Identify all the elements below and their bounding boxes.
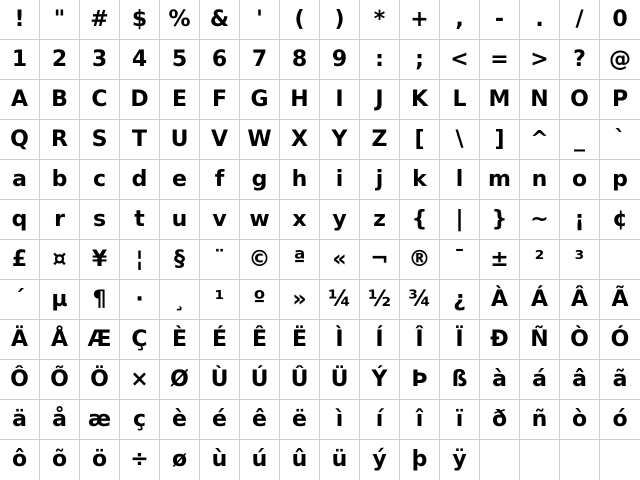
glyph-cell[interactable]: I — [320, 80, 360, 120]
glyph-cell[interactable]: a — [0, 160, 40, 200]
glyph-cell[interactable]: õ — [40, 440, 80, 480]
glyph-cell[interactable]: ® — [400, 240, 440, 280]
glyph-cell[interactable]: ² — [520, 240, 560, 280]
glyph-cell[interactable]: ^ — [520, 120, 560, 160]
glyph-cell[interactable]: « — [320, 240, 360, 280]
glyph-cell[interactable]: U — [160, 120, 200, 160]
glyph-cell[interactable]: + — [400, 0, 440, 40]
glyph-cell[interactable]: þ — [400, 440, 440, 480]
glyph-cell[interactable]: Á — [520, 280, 560, 320]
glyph-cell[interactable]: ¥ — [80, 240, 120, 280]
glyph-cell[interactable]: ¸ — [160, 280, 200, 320]
glyph-cell[interactable]: ¡ — [560, 200, 600, 240]
glyph-cell[interactable]: , — [440, 0, 480, 40]
glyph-cell[interactable]: ý — [360, 440, 400, 480]
glyph-cell[interactable]: ä — [0, 400, 40, 440]
glyph-cell[interactable]: Ì — [320, 320, 360, 360]
glyph-cell[interactable]: ± — [480, 240, 520, 280]
glyph-cell[interactable]: ÷ — [120, 440, 160, 480]
glyph-cell[interactable]: ' — [240, 0, 280, 40]
glyph-cell[interactable]: : — [360, 40, 400, 80]
glyph-cell[interactable]: Q — [0, 120, 40, 160]
glyph-cell[interactable]: 3 — [80, 40, 120, 80]
glyph-cell[interactable]: Ý — [360, 360, 400, 400]
glyph-cell[interactable]: ÿ — [440, 440, 480, 480]
glyph-cell[interactable]: z — [360, 200, 400, 240]
glyph-cell[interactable]: k — [400, 160, 440, 200]
glyph-cell[interactable]: £ — [0, 240, 40, 280]
glyph-cell[interactable]: Ó — [600, 320, 640, 360]
glyph-cell[interactable]: Å — [40, 320, 80, 360]
glyph-cell[interactable]: Í — [360, 320, 400, 360]
glyph-cell[interactable]: . — [520, 0, 560, 40]
glyph-cell[interactable]: ñ — [520, 400, 560, 440]
glyph-cell[interactable]: 9 — [320, 40, 360, 80]
glyph-cell[interactable]: ð — [480, 400, 520, 440]
glyph-cell[interactable]: ö — [80, 440, 120, 480]
glyph-cell[interactable]: } — [480, 200, 520, 240]
glyph-cell[interactable]: × — [120, 360, 160, 400]
glyph-cell[interactable]: B — [40, 80, 80, 120]
glyph-cell[interactable]: = — [480, 40, 520, 80]
glyph-cell[interactable]: à — [480, 360, 520, 400]
glyph-cell[interactable]: - — [480, 0, 520, 40]
glyph-cell[interactable]: » — [280, 280, 320, 320]
glyph-cell[interactable]: Ü — [320, 360, 360, 400]
glyph-cell[interactable]: ½ — [360, 280, 400, 320]
glyph-cell[interactable]: Ê — [240, 320, 280, 360]
glyph-cell[interactable]: © — [240, 240, 280, 280]
glyph-cell[interactable]: " — [40, 0, 80, 40]
glyph-cell[interactable]: ( — [280, 0, 320, 40]
glyph-cell[interactable]: R — [40, 120, 80, 160]
glyph-cell[interactable]: Ø — [160, 360, 200, 400]
glyph-cell[interactable]: ó — [600, 400, 640, 440]
glyph-cell[interactable]: N — [520, 80, 560, 120]
glyph-cell[interactable]: { — [400, 200, 440, 240]
glyph-cell[interactable]: h — [280, 160, 320, 200]
glyph-cell[interactable]: ê — [240, 400, 280, 440]
glyph-cell[interactable]: Y — [320, 120, 360, 160]
glyph-cell[interactable]: O — [560, 80, 600, 120]
glyph-cell[interactable]: X — [280, 120, 320, 160]
glyph-cell[interactable]: Ú — [240, 360, 280, 400]
glyph-cell[interactable]: í — [360, 400, 400, 440]
glyph-cell[interactable]: ! — [0, 0, 40, 40]
glyph-cell[interactable]: ë — [280, 400, 320, 440]
glyph-cell[interactable]: À — [480, 280, 520, 320]
glyph-cell[interactable]: H — [280, 80, 320, 120]
glyph-cell[interactable]: å — [40, 400, 80, 440]
glyph-cell[interactable]: D — [120, 80, 160, 120]
glyph-cell[interactable]: w — [240, 200, 280, 240]
glyph-cell[interactable]: S — [80, 120, 120, 160]
glyph-cell[interactable]: _ — [560, 120, 600, 160]
glyph-cell[interactable]: W — [240, 120, 280, 160]
glyph-cell[interactable]: l — [440, 160, 480, 200]
glyph-cell[interactable]: Ò — [560, 320, 600, 360]
glyph-cell[interactable]: s — [80, 200, 120, 240]
glyph-cell[interactable]: ç — [120, 400, 160, 440]
glyph-cell[interactable]: û — [280, 440, 320, 480]
glyph-cell[interactable]: / — [560, 0, 600, 40]
glyph-cell[interactable]: 0 — [600, 0, 640, 40]
glyph-cell[interactable]: Ï — [440, 320, 480, 360]
glyph-cell[interactable]: f — [200, 160, 240, 200]
glyph-cell[interactable]: Û — [280, 360, 320, 400]
glyph-cell[interactable]: 2 — [40, 40, 80, 80]
glyph-cell[interactable]: ¿ — [440, 280, 480, 320]
glyph-cell[interactable]: É — [200, 320, 240, 360]
glyph-cell[interactable]: G — [240, 80, 280, 120]
glyph-cell[interactable]: ï — [440, 400, 480, 440]
glyph-cell[interactable]: ø — [160, 440, 200, 480]
glyph-cell[interactable]: ¤ — [40, 240, 80, 280]
glyph-cell[interactable]: ¦ — [120, 240, 160, 280]
glyph-cell[interactable]: o — [560, 160, 600, 200]
glyph-cell[interactable]: g — [240, 160, 280, 200]
glyph-cell[interactable]: & — [200, 0, 240, 40]
glyph-cell[interactable]: ¯ — [440, 240, 480, 280]
glyph-cell[interactable]: 1 — [0, 40, 40, 80]
glyph-cell[interactable]: á — [520, 360, 560, 400]
glyph-cell[interactable]: ; — [400, 40, 440, 80]
glyph-cell[interactable]: y — [320, 200, 360, 240]
glyph-cell[interactable]: · — [120, 280, 160, 320]
glyph-cell[interactable] — [520, 440, 560, 480]
glyph-cell[interactable]: Ô — [0, 360, 40, 400]
glyph-cell[interactable]: ¢ — [600, 200, 640, 240]
glyph-cell[interactable]: K — [400, 80, 440, 120]
glyph-cell[interactable]: T — [120, 120, 160, 160]
glyph-cell[interactable]: c — [80, 160, 120, 200]
glyph-cell[interactable]: A — [0, 80, 40, 120]
glyph-cell[interactable]: % — [160, 0, 200, 40]
glyph-cell[interactable]: | — [440, 200, 480, 240]
glyph-cell[interactable]: x — [280, 200, 320, 240]
glyph-cell[interactable]: ? — [560, 40, 600, 80]
glyph-cell[interactable]: ¼ — [320, 280, 360, 320]
glyph-cell[interactable] — [600, 440, 640, 480]
glyph-cell[interactable]: Ë — [280, 320, 320, 360]
glyph-cell[interactable]: J — [360, 80, 400, 120]
glyph-cell[interactable]: µ — [40, 280, 80, 320]
glyph-cell[interactable]: 4 — [120, 40, 160, 80]
glyph-cell[interactable]: C — [80, 80, 120, 120]
glyph-cell[interactable]: n — [520, 160, 560, 200]
glyph-cell[interactable]: é — [200, 400, 240, 440]
glyph-cell[interactable] — [480, 440, 520, 480]
glyph-cell[interactable]: P — [600, 80, 640, 120]
glyph-cell[interactable]: # — [80, 0, 120, 40]
glyph-cell[interactable]: m — [480, 160, 520, 200]
glyph-cell[interactable]: ~ — [520, 200, 560, 240]
glyph-cell[interactable]: 6 — [200, 40, 240, 80]
glyph-cell[interactable]: p — [600, 160, 640, 200]
glyph-cell[interactable]: ¶ — [80, 280, 120, 320]
glyph-cell[interactable]: ] — [480, 120, 520, 160]
glyph-cell[interactable]: Z — [360, 120, 400, 160]
glyph-cell[interactable]: d — [120, 160, 160, 200]
glyph-cell[interactable]: Ð — [480, 320, 520, 360]
glyph-cell[interactable]: î — [400, 400, 440, 440]
glyph-cell[interactable]: 5 — [160, 40, 200, 80]
glyph-cell[interactable]: j — [360, 160, 400, 200]
glyph-cell[interactable]: t — [120, 200, 160, 240]
glyph-cell[interactable]: ¨ — [200, 240, 240, 280]
glyph-cell[interactable]: Õ — [40, 360, 80, 400]
glyph-cell[interactable]: ò — [560, 400, 600, 440]
glyph-cell[interactable]: ´ — [0, 280, 40, 320]
glyph-cell[interactable]: ü — [320, 440, 360, 480]
glyph-cell[interactable]: Ã — [600, 280, 640, 320]
glyph-cell[interactable]: â — [560, 360, 600, 400]
glyph-cell[interactable]: ¾ — [400, 280, 440, 320]
glyph-cell[interactable]: ô — [0, 440, 40, 480]
glyph-cell[interactable]: Â — [560, 280, 600, 320]
glyph-cell[interactable]: r — [40, 200, 80, 240]
glyph-cell[interactable]: ã — [600, 360, 640, 400]
glyph-cell[interactable]: ª — [280, 240, 320, 280]
glyph-cell[interactable]: E — [160, 80, 200, 120]
glyph-cell[interactable]: ) — [320, 0, 360, 40]
glyph-cell[interactable]: 8 — [280, 40, 320, 80]
glyph-cell[interactable]: Ö — [80, 360, 120, 400]
glyph-cell[interactable]: > — [520, 40, 560, 80]
glyph-cell[interactable]: $ — [120, 0, 160, 40]
glyph-cell[interactable]: 7 — [240, 40, 280, 80]
glyph-cell[interactable]: ¹ — [200, 280, 240, 320]
glyph-cell[interactable]: ì — [320, 400, 360, 440]
glyph-cell[interactable]: Ä — [0, 320, 40, 360]
glyph-cell[interactable] — [560, 440, 600, 480]
glyph-cell[interactable]: [ — [400, 120, 440, 160]
glyph-cell[interactable]: b — [40, 160, 80, 200]
glyph-cell[interactable]: ù — [200, 440, 240, 480]
glyph-cell[interactable]: V — [200, 120, 240, 160]
glyph-cell[interactable]: F — [200, 80, 240, 120]
glyph-cell[interactable]: * — [360, 0, 400, 40]
glyph-cell[interactable]: i — [320, 160, 360, 200]
glyph-cell[interactable]: < — [440, 40, 480, 80]
glyph-cell[interactable]: ` — [600, 120, 640, 160]
glyph-cell[interactable]: æ — [80, 400, 120, 440]
glyph-cell[interactable]: Ñ — [520, 320, 560, 360]
glyph-cell[interactable]: Ù — [200, 360, 240, 400]
glyph-cell[interactable]: ú — [240, 440, 280, 480]
glyph-cell[interactable]: Î — [400, 320, 440, 360]
glyph-cell[interactable]: e — [160, 160, 200, 200]
glyph-cell[interactable] — [600, 240, 640, 280]
glyph-cell[interactable]: Æ — [80, 320, 120, 360]
glyph-cell[interactable]: è — [160, 400, 200, 440]
glyph-cell[interactable]: \ — [440, 120, 480, 160]
glyph-cell[interactable]: Ç — [120, 320, 160, 360]
glyph-cell[interactable]: º — [240, 280, 280, 320]
glyph-cell[interactable]: Þ — [400, 360, 440, 400]
glyph-cell[interactable]: ¬ — [360, 240, 400, 280]
glyph-cell[interactable]: ß — [440, 360, 480, 400]
glyph-cell[interactable]: § — [160, 240, 200, 280]
glyph-cell[interactable]: È — [160, 320, 200, 360]
glyph-cell[interactable]: v — [200, 200, 240, 240]
glyph-cell[interactable]: u — [160, 200, 200, 240]
glyph-cell[interactable]: L — [440, 80, 480, 120]
glyph-cell[interactable]: q — [0, 200, 40, 240]
glyph-cell[interactable]: @ — [600, 40, 640, 80]
glyph-cell[interactable]: ³ — [560, 240, 600, 280]
glyph-cell[interactable]: M — [480, 80, 520, 120]
